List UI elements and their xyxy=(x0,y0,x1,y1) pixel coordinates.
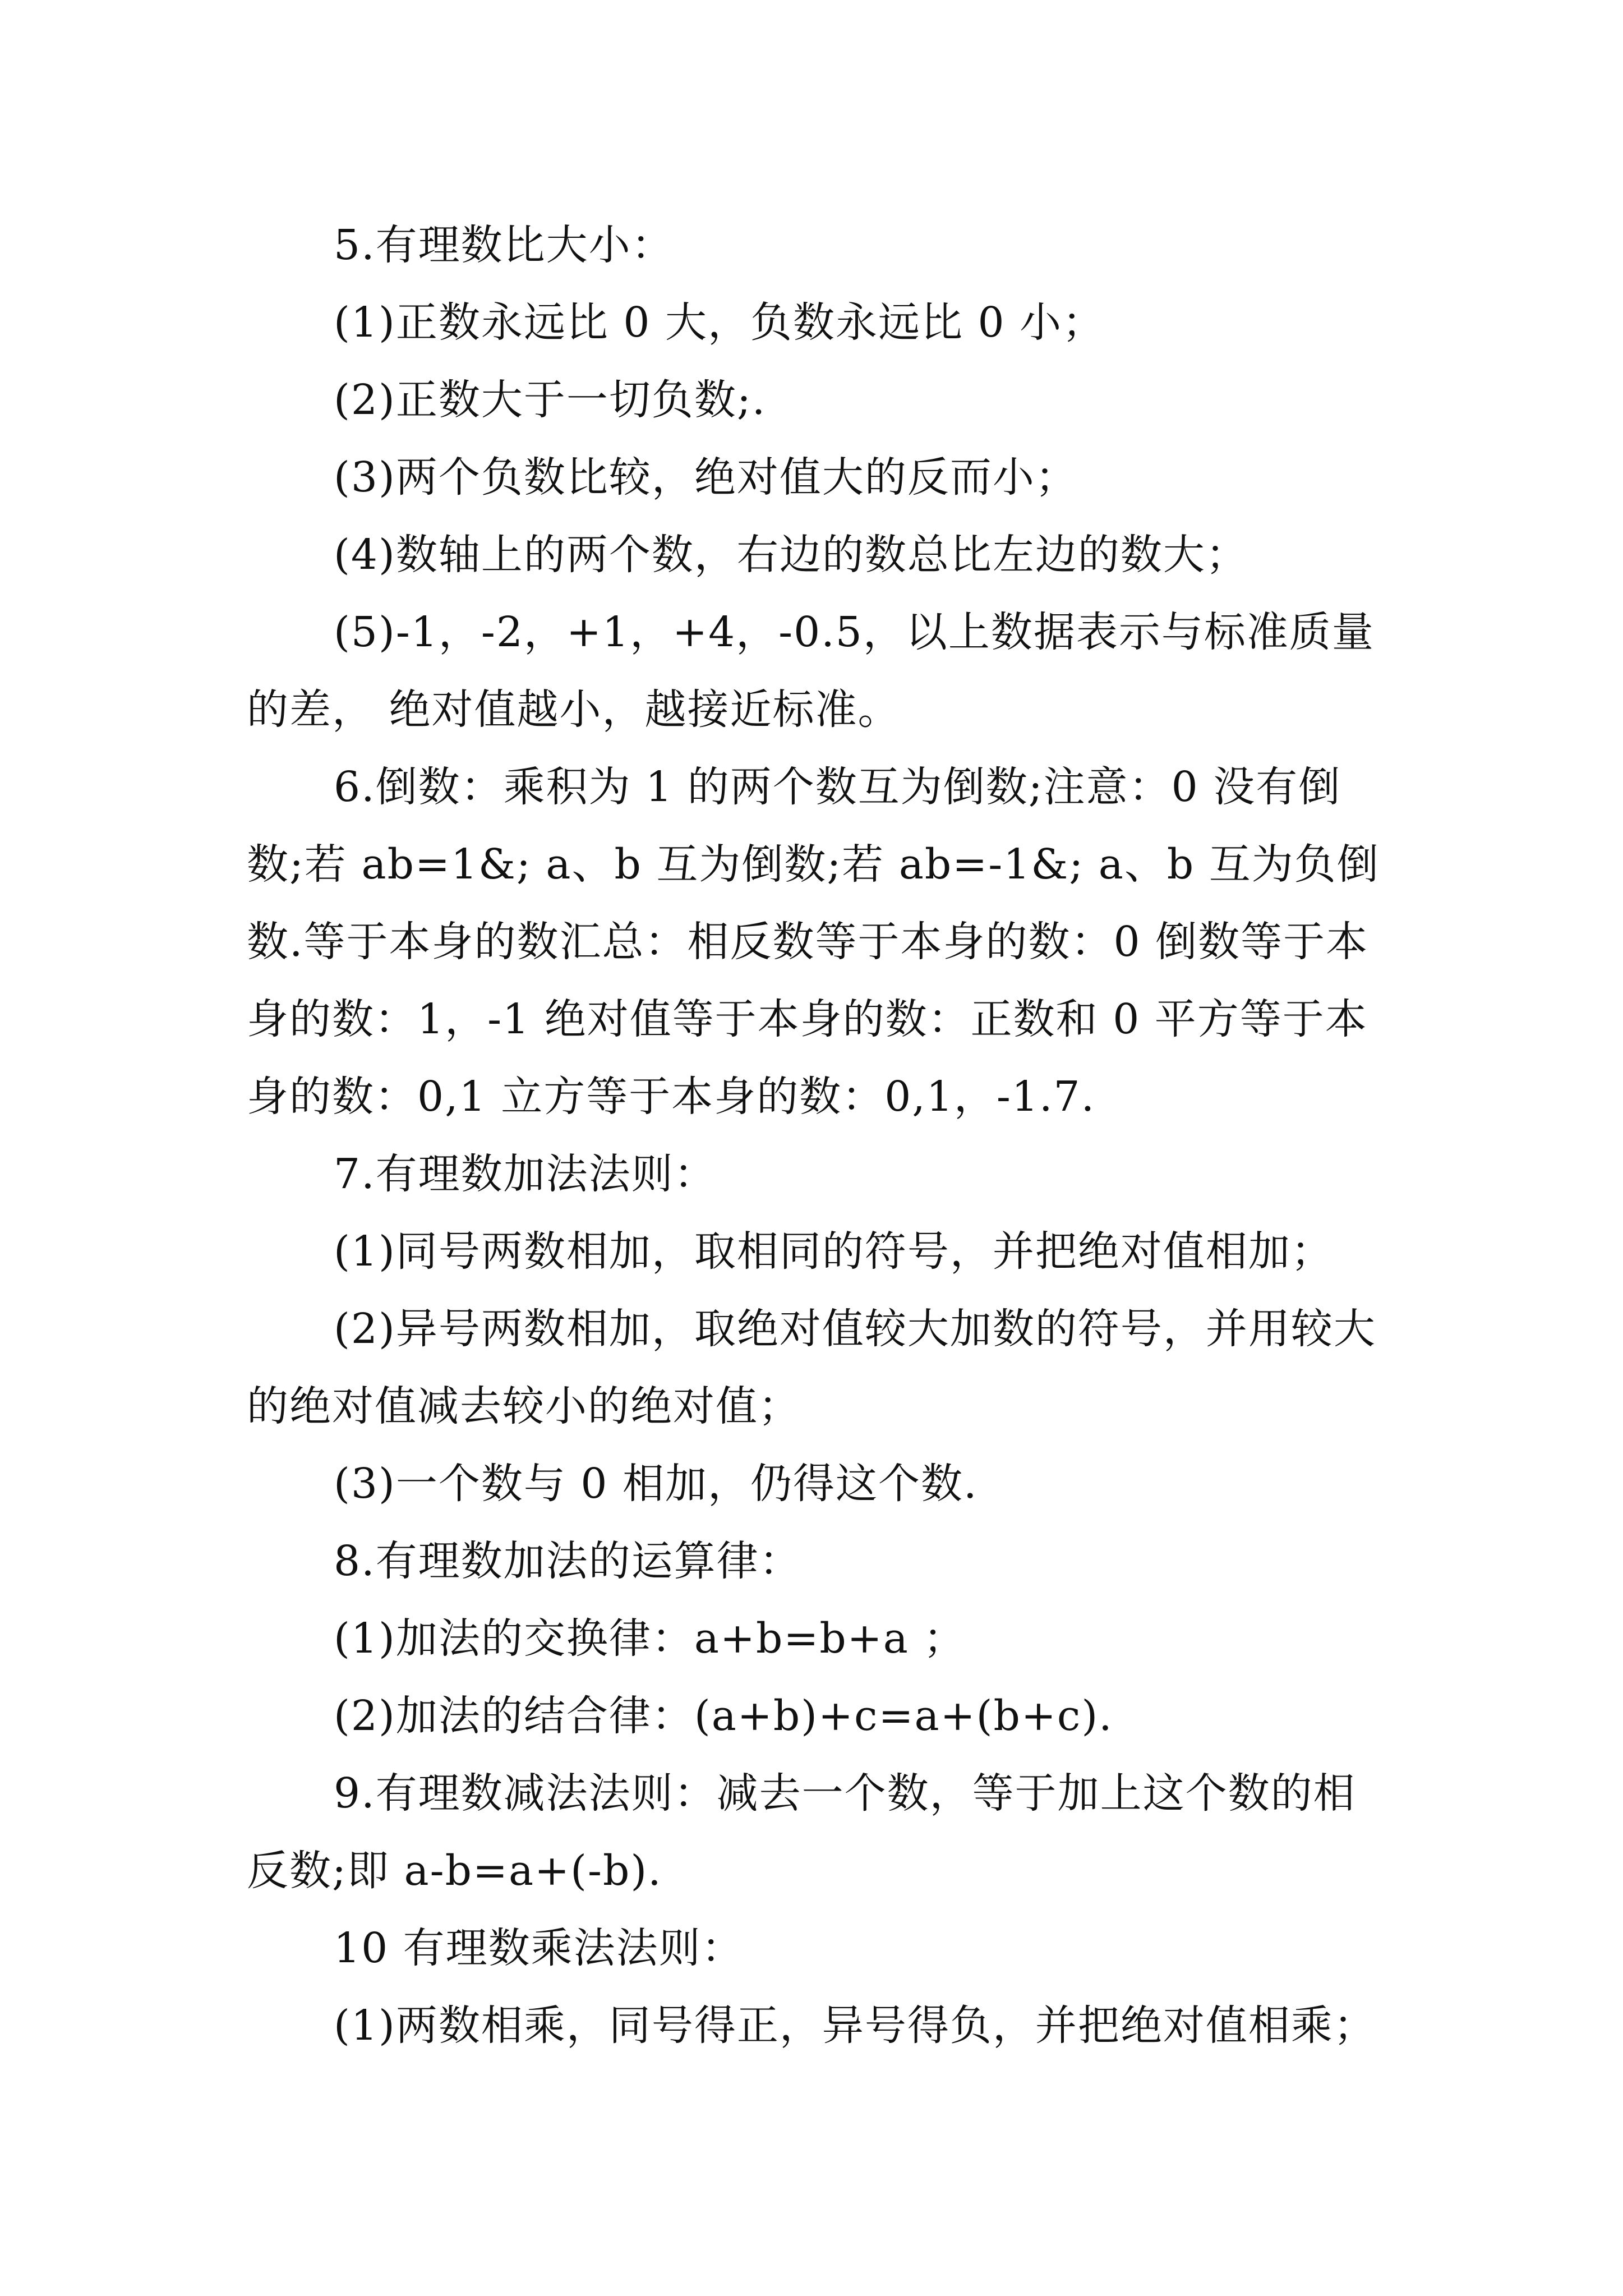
list-item: (1)两数相乘，同号得正，异号得负，并把绝对值相乘； xyxy=(334,2001,1376,2050)
list-item: (1)同号两数相加，取相同的符号，并把绝对值相加； xyxy=(334,1227,1334,1276)
section-heading: 5.有理数比大小： xyxy=(334,221,674,269)
section-paragraph: 6.倒数：乘积为 1 的两个数互为倒数;注意：0 没有倒数;若 ab=1&; a、b 互为倒数;若 ab=-1&; a、b 互为负倒数.等于本身的数汇总：相反数等于本身的数：0 倒数等于本身的数：1，-1 绝对值等于本身的数：正数和 0 平方等于本身的数：0,1 立方等于本身的数：0,1，-1.7. xyxy=(247,763,1380,1121)
list-item: (2)正数大于一切负数;. xyxy=(334,376,767,424)
list-item: (3)一个数与 0 相加，仍得这个数. xyxy=(334,1460,978,1508)
list-item: (2)加法的结合律：(a+b)+c=a+(b+c). xyxy=(334,1692,1113,1740)
list-item: (3)两个负数比较，绝对值大的反而小； xyxy=(334,453,1078,501)
list-item: (1)正数永远比 0 大，负数永远比 0 小； xyxy=(334,298,1105,347)
section-heading: 7.有理数加法法则： xyxy=(334,1150,717,1198)
document-body xyxy=(247,206,1380,2064)
section-paragraph: 9.有理数减法法则：减去一个数，等于加上这个数的相反数;即 a-b=a+(-b). xyxy=(247,1769,1356,1895)
list-item: (1)加法的交换律：a+b=b+a ； xyxy=(334,1614,966,1663)
section-heading: 8.有理数加法的运算律： xyxy=(334,1537,802,1585)
list-item: (5)-1，-2，+1，+4，-0.5，以上数据表示与标准质量的差， 绝对值越小，越接近标准。 xyxy=(247,608,1375,734)
section-heading: 10 有理数乘法法则： xyxy=(334,1924,744,1972)
list-item: (4)数轴上的两个数，右边的数总比左边的数大； xyxy=(334,531,1248,579)
list-item: (2)异号两数相加，取绝对值较大加数的符号，并用较大的绝对值减去较小的绝对值； xyxy=(247,1305,1376,1430)
